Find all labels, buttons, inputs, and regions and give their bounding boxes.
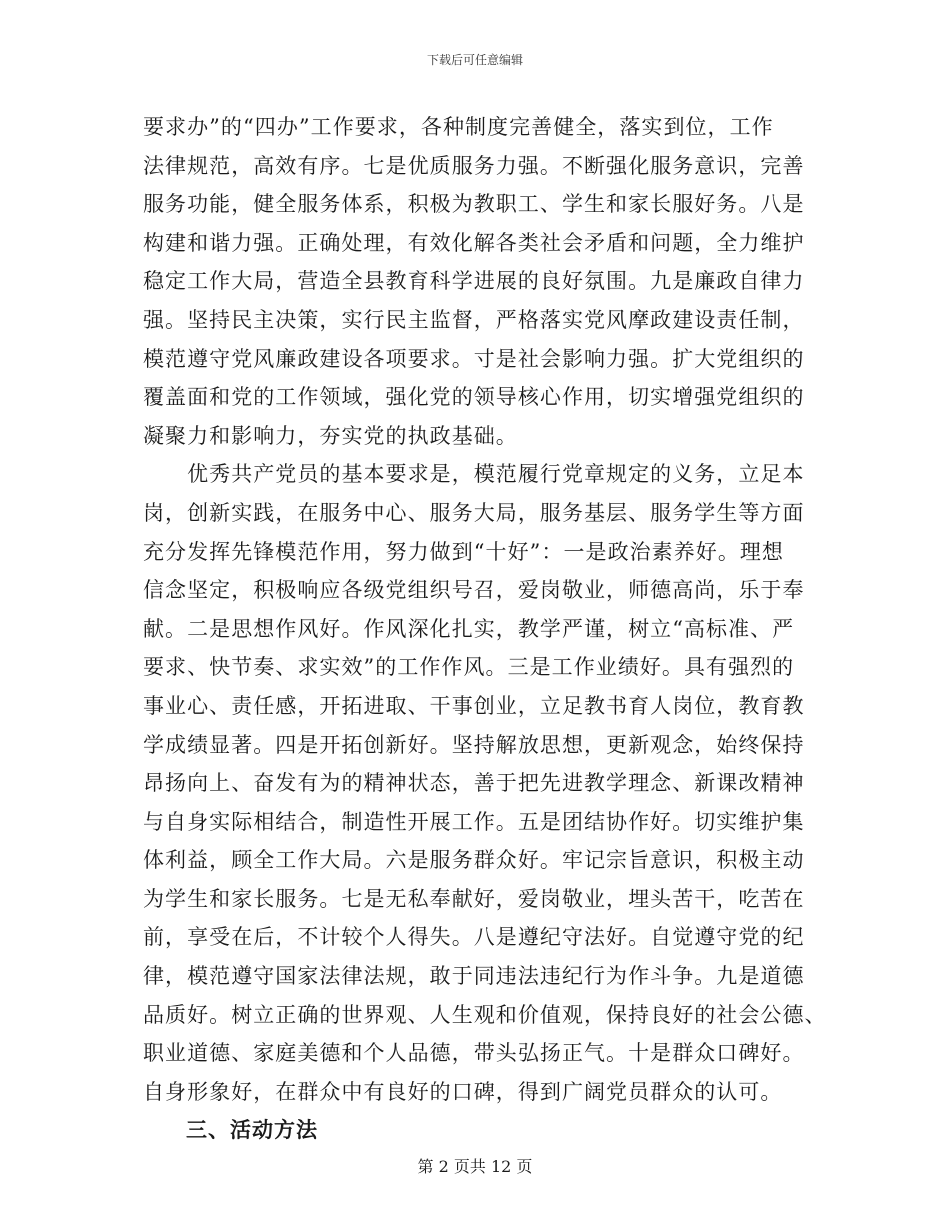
- text-line: 法律规范，高效有序。七是优质服务力强。不断强化服务意识，完善: [143, 153, 805, 178]
- page-header-note: 下载后可任意编辑: [426, 53, 523, 67]
- text-line: 优秀共产党员的基本要求是，模范履行党章规定的义务，立足本: [143, 462, 805, 487]
- text-line: 律，模范遵守国家法律法规，敢于同违法违纪行为作斗争。九是道德: [143, 964, 805, 989]
- text-line: 品质好。树立正确的世界观、人生观和价值观，保持良好的社会公德、: [143, 1002, 827, 1027]
- text-line: 职业道德、家庭美德和个人品德，带头弘扬正气。十是群众口碑好。: [143, 1041, 805, 1066]
- text-line: 为学生和家长服务。七是无私奉献好，爱岗敬业，埋头苦干，吃苦在: [143, 886, 805, 911]
- section-heading: 三、活动方法: [186, 1117, 318, 1143]
- document-body: [143, 108, 827, 1150]
- text-line: 昂扬向上、奋发有为的精神状态，善于把先进教学理念、新课改精神: [143, 771, 805, 796]
- text-line: 岗，创新实践，在服务中心、服务大局，服务基层、服务学生等方面: [143, 500, 805, 525]
- text-line: 献。二是思想作风好。作风深化扎实，教学严谨，树立“高标准、严: [143, 616, 795, 641]
- text-line: 构建和谐力强。正确处理，有效化解各类社会矛盾和问题，全力维护: [143, 230, 805, 255]
- text-line: 前，享受在后，不计较个人得失。八是遵纪守法好。自觉遵守党的纪: [143, 925, 805, 950]
- page-number-footer: 第 2 页共 12 页: [417, 1157, 533, 1176]
- text-line: 要求、快节奏、求实效”的工作作风。三是工作业绩好。具有强烈的: [143, 655, 795, 680]
- paragraph-1: [143, 108, 803, 455]
- text-line: 凝聚力和影响力，夯实党的执政基础。: [143, 423, 518, 448]
- text-line: 稳定工作大局，营造全县教育科学进展的良好氛围。九是廉政自律力: [143, 269, 805, 294]
- text-line: 服务功能，健全服务体系，积极为教职工、学生和家长服好务。八是: [143, 192, 805, 217]
- text-line: 模范遵守党风廉政建设各项要求。寸是社会影响力强。扩大党组织的: [143, 346, 805, 371]
- text-line: 事业心、责任感，开拓进取、干事创业，立足教书育人岗位，教育教: [143, 693, 805, 718]
- text-line: 学成绩显著。四是开拓创新好。坚持解放思想，更新观念，始终保持: [143, 732, 805, 757]
- text-line: 信念坚定，积极响应各级党组织号召，爱岗敬业，师德高尚，乐于奉: [143, 578, 805, 603]
- text-line: 自身形象好，在群众中有良好的口碑，得到广阔党员群众的认可。: [143, 1079, 783, 1104]
- text-line: 充分发挥先锋模范作用，努力做到“十好”：一是政治素养好。理想: [143, 539, 784, 564]
- text-line: 覆盖面和党的工作领域，强化党的领导核心作用，切实增强党组织的: [143, 385, 805, 410]
- text-line: 要求办”的“四办”工作要求，各种制度完善健全，落实到位，工作: [143, 115, 774, 139]
- text-line: 与自身实际相结合，制造性开展工作。五是团结协作好。切实维护集: [143, 809, 805, 834]
- text-line: 体利益，顾全工作大局。六是服务群众好。牢记宗旨意识，积极主动: [143, 848, 805, 873]
- text-line: 强。坚持民主决策，实行民主监督，严格落实党风摩政建设责任制，: [143, 307, 805, 332]
- paragraph-2: [143, 455, 827, 1111]
